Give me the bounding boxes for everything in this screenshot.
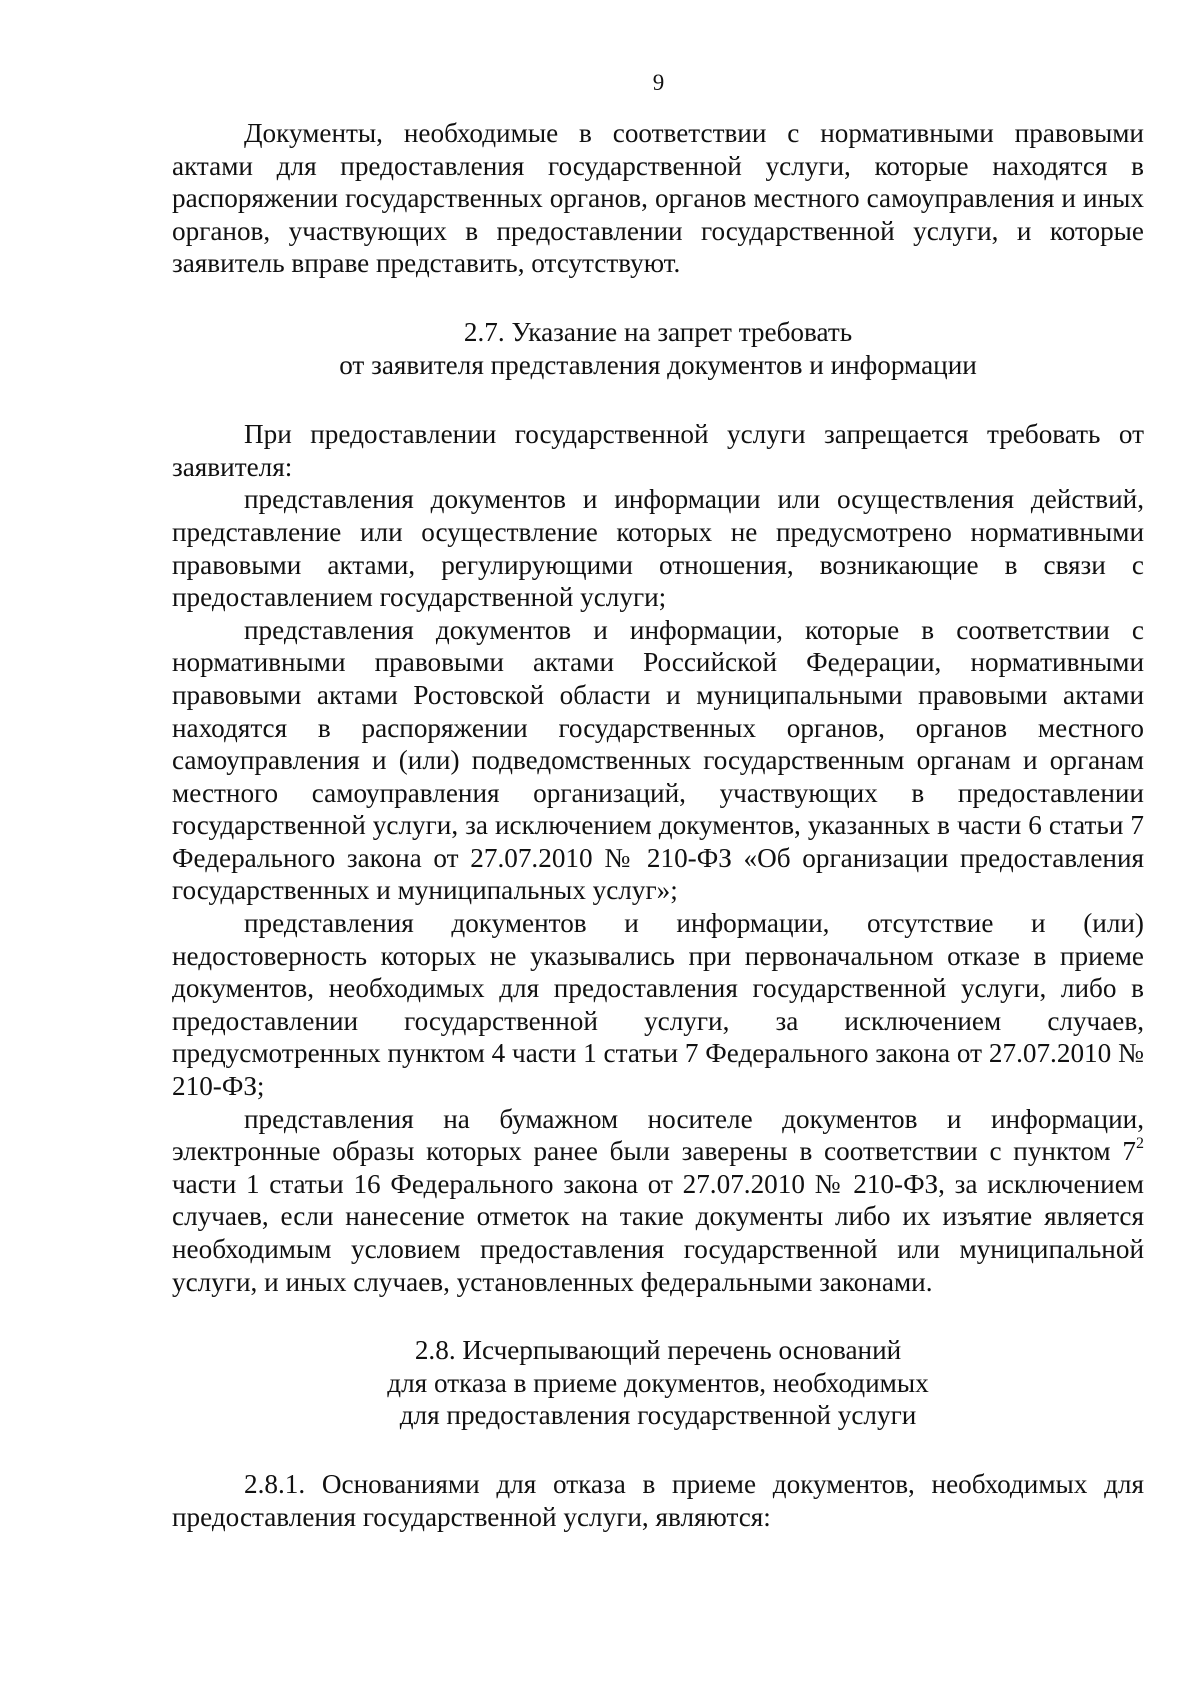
ban-item-4-superscript: 2 [1136, 1135, 1144, 1153]
spacer [172, 1432, 1144, 1468]
ban-item-4-start: представления на бумажном носителе документов и информации, электронные образы которых ранее были заверены в соответствии с пунктом 7 [172, 1103, 1144, 1167]
page-number: 9 [652, 70, 665, 95]
section-2-8-heading-line-2: для отказа в приеме документов, необходимых [387, 1367, 929, 1398]
section-2-7-heading-line-1: 2.7. Указание на запрет требовать [463, 316, 853, 347]
ban-item-3-paragraph: представления документов и информации, отсутствие и (или) недостоверность которых не указывались при первоначальном отказе в приеме документов, необходимых для предоставления государственной услуги, либо в предоставлении государственной услуги, за исключением случаев, предусмотренных пунктом 4 части 1 статьи 7 Федерального закона от 27.07.2010 № 210-ФЗ; [172, 908, 1144, 1102]
spacer [172, 1298, 1144, 1334]
ban-item-2-paragraph: представления документов и информации, которые в соответствии с нормативными правовыми актами Российской Федерации, нормативными правовыми актами Ростовской области и муниципальными правовыми актами находятся в распоряжении государственных органов, органов местного самоуправления и (или) подведомственных государственным органам и органам местного самоуправления организаций, участвующих в предоставлении государственной услуги, за исключением документов, указанных в части 6 статьи 7 Федерального закона от 27.07.2010 № 210-ФЗ «Об организации предоставления государственных и муниципальных услуг»; [172, 614, 1144, 906]
ban-item-4-paragraph [172, 1103, 1144, 1299]
section-2-8-heading [172, 1334, 1144, 1432]
ban-item-4-end: части 1 статьи 16 Федерального закона от 27.07.2010 № 210-ФЗ, за исключением случаев, если нанесение отметок на такие документы либо их изъятие является необходимым условием предоставления государственной или муниципальной услуги, и иных случаев, установленных федеральными законами. [172, 1168, 1144, 1297]
section-2-7-heading [172, 316, 1144, 381]
section-2-7-heading-line-2: от заявителя представления документов и информации [339, 349, 977, 380]
document-content [172, 117, 1144, 1533]
intro-paragraph: Документы, необходимые в соответствии с нормативными правовыми актами для предоставления государственной услуги, которые находятся в распоряжении государственных органов, органов местного самоуправления и иных органов, участвующих в предоставлении государственной услуги, и которые заявитель вправе представить, отсутствуют. [172, 118, 1144, 279]
section-2-8-heading-line-3: для предоставления государственной услуги [399, 1400, 917, 1431]
section-2-8-1-paragraph: 2.8.1. Основаниями для отказа в приеме документов, необходимых для предоставления государственной услуги, являются: [172, 1468, 1144, 1532]
spacer [172, 280, 1144, 316]
ban-item-1-paragraph: представления документов и информации или осуществления действий, представление или осуществление которых не предусмотрено нормативными правовыми актами, регулирующими отношения, возникающие в связи с предоставлением государственной услуги; [172, 484, 1144, 613]
ban-intro-paragraph: При предоставлении государственной услуги запрещается требовать от заявителя: [172, 419, 1144, 482]
spacer [172, 381, 1144, 418]
section-2-8-heading-line-1: 2.8. Исчерпывающий перечень оснований [414, 1335, 902, 1366]
